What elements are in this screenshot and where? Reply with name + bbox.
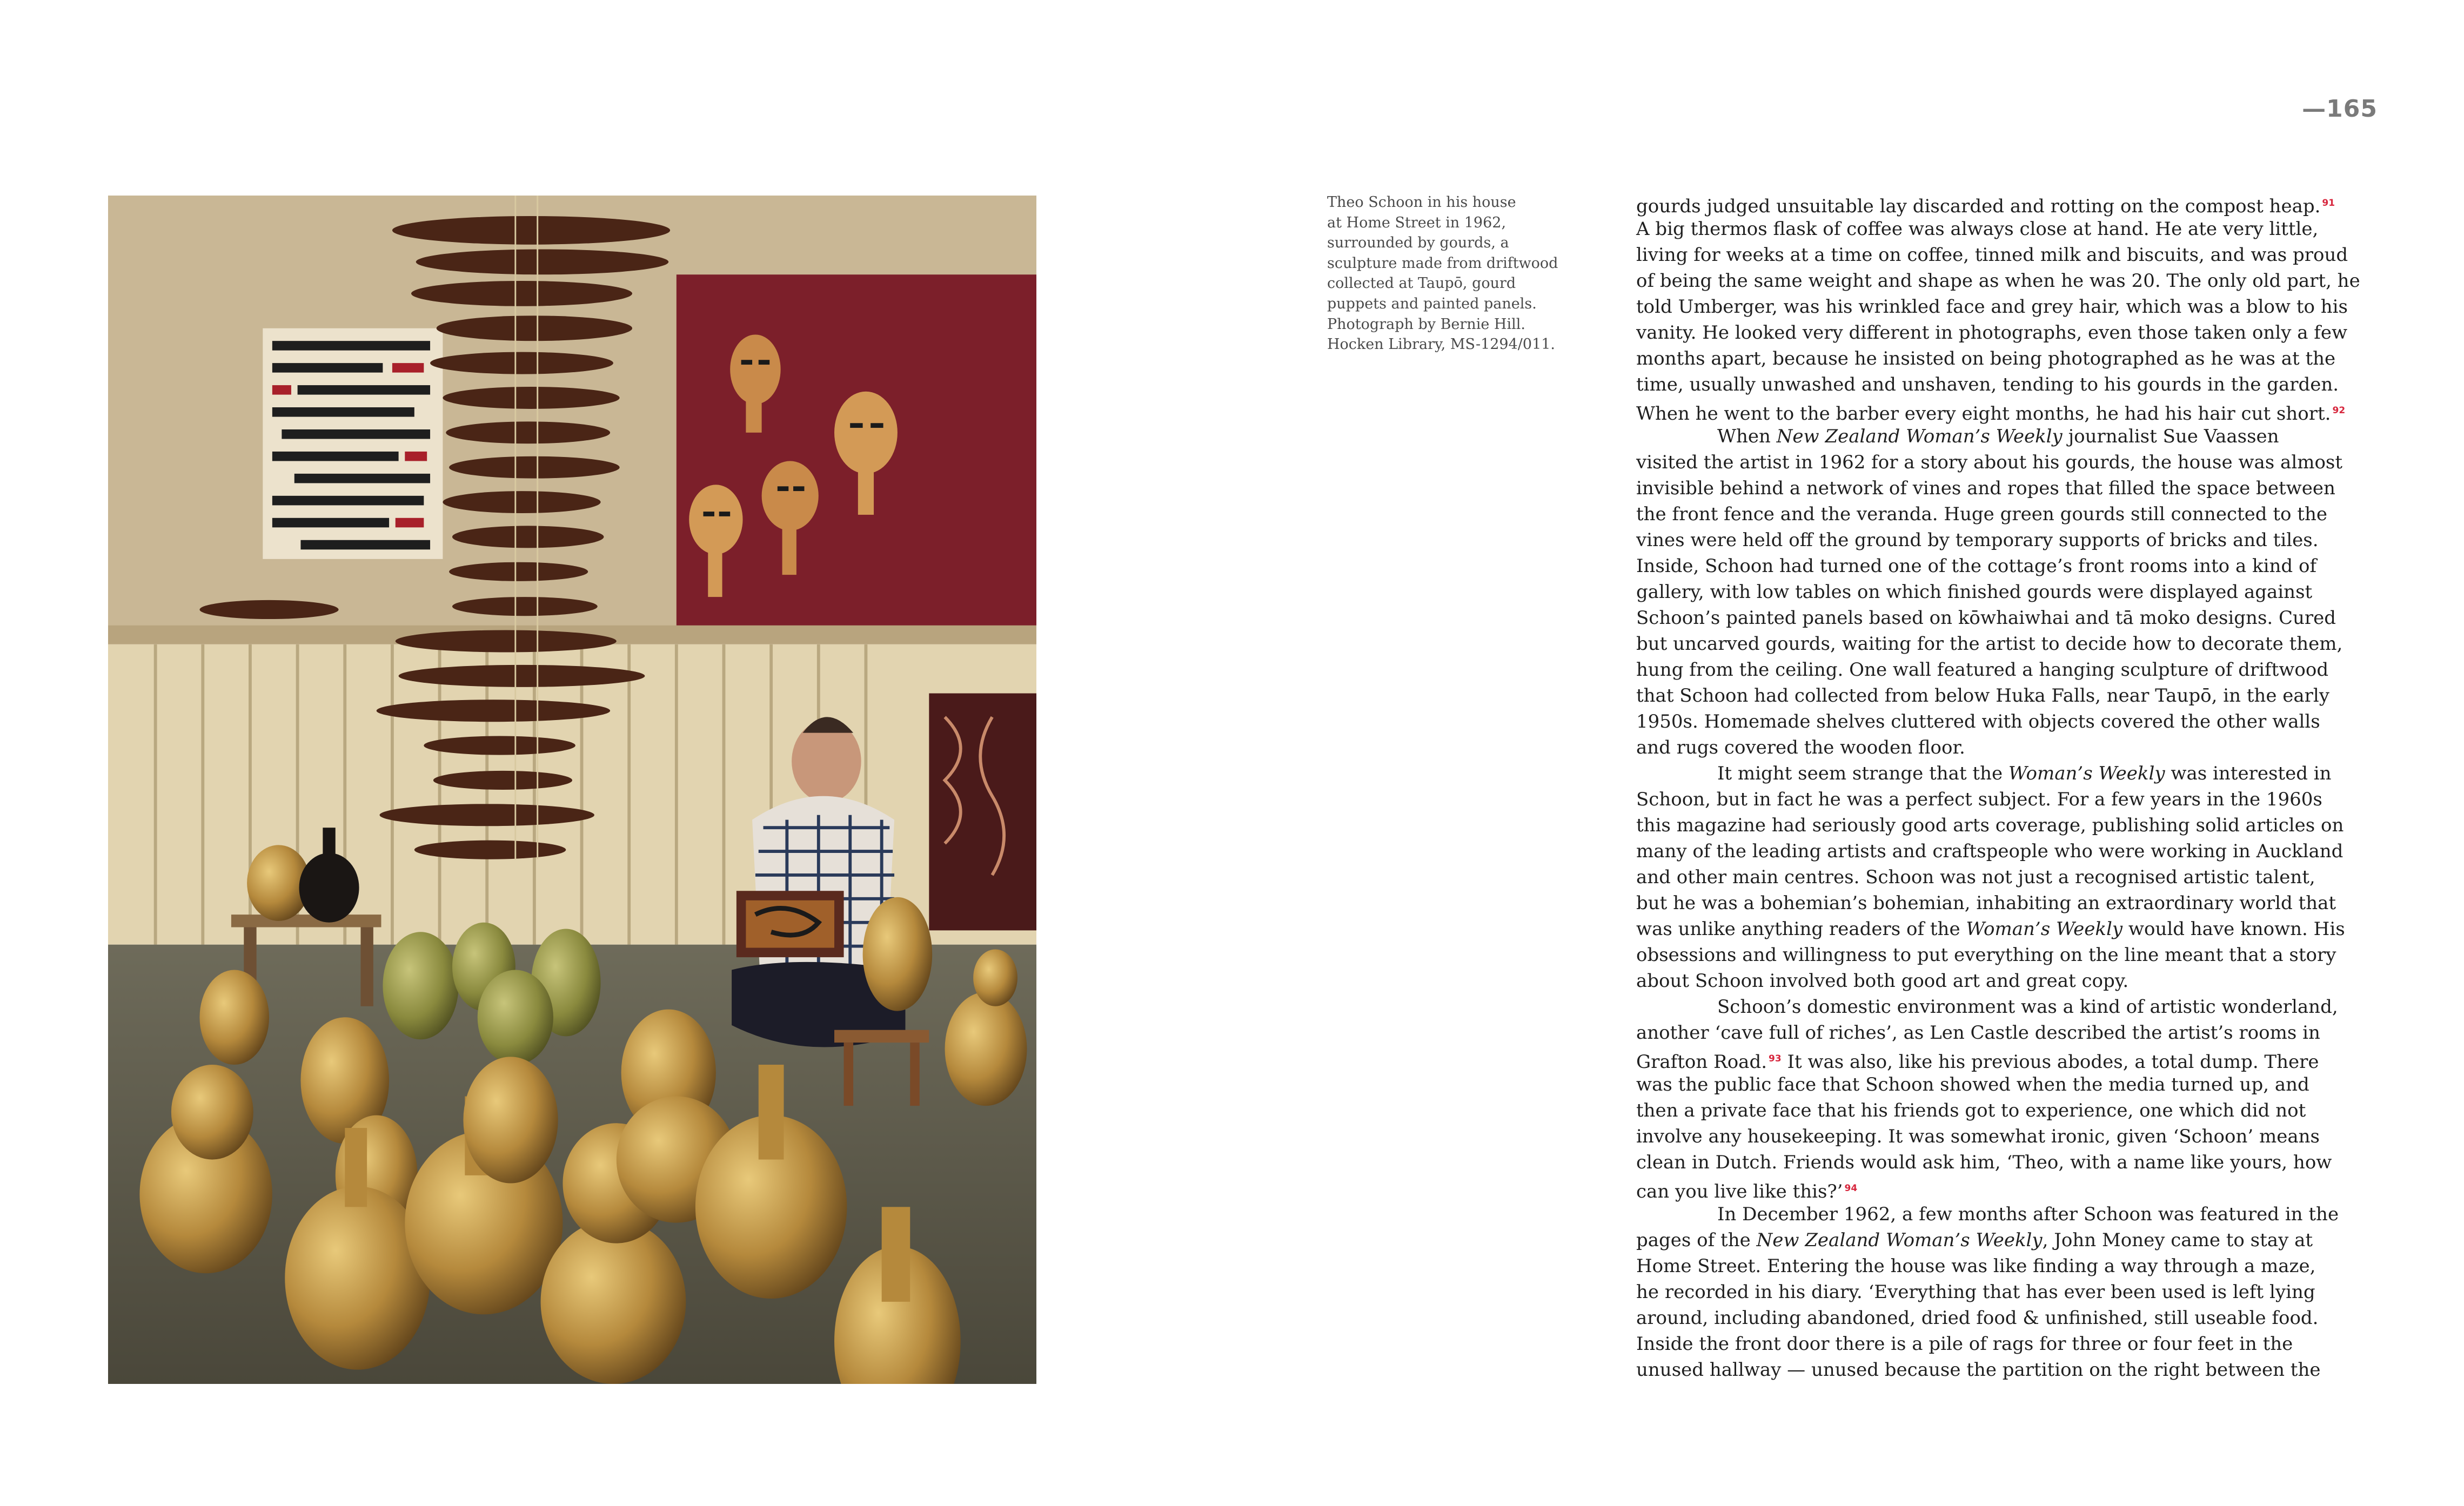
body-line xyxy=(1636,527,2376,553)
text-run: the front fence and the veranda. Huge green gourds still connected to the xyxy=(1636,503,2327,525)
caption-line: Hocken Library, MS-1294/011. xyxy=(1327,336,1556,353)
text-run: would have known. His xyxy=(2122,918,2345,940)
body-line xyxy=(1636,1072,2376,1098)
body-line xyxy=(1636,1279,2376,1305)
text-run: Schoon, but in fact he was a perfect subject. For a few years in the 1960s xyxy=(1636,789,2322,810)
text-run: hung from the ceiling. One wall featured a hanging sculpture of driftwood xyxy=(1636,659,2329,681)
text-run: can you live like this?’ xyxy=(1636,1181,1843,1202)
caption-line: surrounded by gourds, a xyxy=(1327,234,1509,252)
text-run: In December 1962, a few months after Schoon was featured in the xyxy=(1717,1204,2339,1225)
text-run: pages of the xyxy=(1636,1229,1757,1251)
body-line xyxy=(1636,1253,2376,1279)
body-line xyxy=(1636,1124,2376,1149)
footnote-ref: 93 xyxy=(1769,1053,1782,1064)
text-run: journalist Sue Vaassen xyxy=(2062,426,2279,447)
body-line xyxy=(1636,372,2376,398)
photograph-schoon-with-gourds xyxy=(108,196,1036,1384)
footnote-ref: 91 xyxy=(2322,198,2335,209)
caption-line: sculpture made from driftwood xyxy=(1327,254,1558,272)
text-run: 1950s. Homemade shelves cluttered with objects covered the other walls xyxy=(1636,711,2320,732)
text-run: many of the leading artists and craftspeople who were working in Auckland xyxy=(1636,841,2344,862)
body-line xyxy=(1636,994,2376,1020)
text-run: It was also, like his previous abodes, a total dump. There xyxy=(1781,1051,2319,1073)
body-line xyxy=(1636,449,2376,475)
text-run: Schoon’s painted panels based on kōwhaiwhai and tā moko designs. Cured xyxy=(1636,607,2336,629)
body-line xyxy=(1636,242,2376,268)
body-line xyxy=(1636,709,2376,735)
text-run: Home Street. Entering the house was like finding a way through a maze, xyxy=(1636,1255,2316,1277)
text-run: told Umberger, was his wrinkled face and grey hair, which was a blow to his xyxy=(1636,296,2348,318)
body-line xyxy=(1636,553,2376,579)
body-line xyxy=(1636,890,2376,916)
text-run: When xyxy=(1717,426,1777,447)
body-line xyxy=(1636,398,2376,423)
text-run: he recorded in his diary. ‘Everything that has ever been used is left lying xyxy=(1636,1281,2315,1303)
body-line xyxy=(1636,320,2376,346)
text-run: Inside, Schoon had turned one of the cottage’s front rooms into a kind of xyxy=(1636,555,2317,577)
body-line xyxy=(1636,216,2376,242)
italic-title: New Zealand Woman’s Weekly xyxy=(1756,1229,2043,1251)
body-line xyxy=(1636,1357,2376,1383)
text-run: of being the same weight and shape as when he was 20. The only old part, he xyxy=(1636,270,2360,292)
body-line xyxy=(1636,346,2376,372)
text-run: time, usually unwashed and unshaven, tending to his gourds in the garden. xyxy=(1636,374,2339,395)
text-run: was the public face that Schoon showed when the media turned up, and xyxy=(1636,1074,2309,1095)
body-line xyxy=(1636,1227,2376,1253)
body-line xyxy=(1636,423,2376,449)
caption-line: puppets and painted panels. xyxy=(1327,295,1537,312)
text-run: It might seem strange that the xyxy=(1717,763,2008,784)
text-run: but he was a bohemian’s bohemian, inhabiting an extraordinary world that xyxy=(1636,892,2336,914)
text-run: A big thermos flask of coffee was always close at hand. He ate very little, xyxy=(1636,218,2319,240)
article-body xyxy=(1636,190,2376,1383)
text-run: that Schoon had collected from below Huka Falls, near Taupō, in the early xyxy=(1636,685,2329,707)
body-line xyxy=(1636,294,2376,320)
italic-title: Woman’s Weekly xyxy=(1966,918,2123,940)
text-run: gourds judged unsuitable lay discarded and rotting on the compost heap. xyxy=(1636,196,2321,217)
body-line xyxy=(1636,268,2376,294)
text-run: then a private face that his friends got to experience, one which did not xyxy=(1636,1100,2306,1121)
body-line xyxy=(1636,475,2376,501)
text-run: Schoon’s domestic environment was a kind of artistic wonderland, xyxy=(1717,996,2338,1018)
body-line xyxy=(1636,190,2376,216)
text-run: When he went to the barber every eight months, he had his hair cut short. xyxy=(1636,403,2331,425)
body-line xyxy=(1636,916,2376,942)
text-run: this magazine had seriously good arts coverage, publishing solid articles on xyxy=(1636,815,2344,836)
body-line xyxy=(1636,1046,2376,1072)
body-line xyxy=(1636,761,2376,786)
italic-title: Woman’s Weekly xyxy=(2008,763,2165,784)
text-run: was unlike anything readers of the xyxy=(1636,918,1966,940)
text-run: vanity. He looked very different in photographs, even those taken only a few xyxy=(1636,322,2348,344)
caption-line: at Home Street in 1962, xyxy=(1327,214,1506,231)
text-run: and other main centres. Schoon was not just a recognised artistic talent, xyxy=(1636,866,2315,888)
body-line xyxy=(1636,1201,2376,1227)
body-line xyxy=(1636,1020,2376,1046)
text-run: involve any housekeeping. It was somewhat ironic, given ‘Schoon’ means xyxy=(1636,1126,2320,1147)
body-line xyxy=(1636,968,2376,994)
body-line xyxy=(1636,1175,2376,1201)
text-run: invisible behind a network of vines and ropes that filled the space between xyxy=(1636,478,2335,499)
text-run: Inside the front door there is a pile of rags for three or four feet in the xyxy=(1636,1333,2293,1355)
body-line xyxy=(1636,1305,2376,1331)
body-line xyxy=(1636,501,2376,527)
text-run: gallery, with low tables on which finished gourds were displayed against xyxy=(1636,581,2313,603)
text-run: living for weeks at a time on coffee, tinned milk and biscuits, and was proud xyxy=(1636,244,2348,266)
body-line xyxy=(1636,631,2376,657)
body-line xyxy=(1636,579,2376,605)
caption-line: Photograph by Bernie Hill. xyxy=(1327,315,1525,333)
text-run: months apart, because he insisted on being photographed as he was at the xyxy=(1636,348,2336,369)
body-line xyxy=(1636,605,2376,631)
text-run: and rugs covered the wooden floor. xyxy=(1636,737,1965,758)
text-run: was interested in xyxy=(2165,763,2332,784)
text-run: clean in Dutch. Friends would ask him, ‘Theo, with a name like yours, how xyxy=(1636,1152,2332,1173)
text-run: obsessions and willingness to put everything on the line meant that a story xyxy=(1636,944,2336,966)
text-run: , John Money came to stay at xyxy=(2042,1229,2313,1251)
text-run: visited the artist in 1962 for a story about his gourds, the house was almost xyxy=(1636,452,2343,473)
body-line xyxy=(1636,683,2376,709)
text-run: vines were held off the ground by temporary supports of bricks and tiles. xyxy=(1636,529,2319,551)
body-line xyxy=(1636,1098,2376,1124)
caption-line: collected at Taupō, gourd xyxy=(1327,275,1516,292)
body-line xyxy=(1636,838,2376,864)
caption-line: Theo Schoon in his house xyxy=(1327,194,1516,211)
body-line xyxy=(1636,657,2376,683)
page-number: —165 xyxy=(2302,95,2378,123)
text-run: around, including abandoned, dried food & unfinished, still useable food. xyxy=(1636,1307,2319,1329)
body-line xyxy=(1636,942,2376,968)
text-run: Grafton Road. xyxy=(1636,1051,1767,1073)
footnote-ref: 94 xyxy=(1844,1183,1858,1194)
text-run: but uncarved gourds, waiting for the artist to decide how to decorate them, xyxy=(1636,633,2343,655)
body-line xyxy=(1636,1149,2376,1175)
body-line xyxy=(1636,812,2376,838)
italic-title: New Zealand Woman’s Weekly xyxy=(1776,426,2063,447)
body-line xyxy=(1636,735,2376,761)
footnote-ref: 92 xyxy=(2332,405,2346,416)
text-run: another ‘cave full of riches’, as Len Castle described the artist’s rooms in xyxy=(1636,1022,2320,1044)
body-line xyxy=(1636,1331,2376,1357)
text-run: about Schoon involved both good art and great copy. xyxy=(1636,970,2129,992)
body-line xyxy=(1636,786,2376,812)
body-line xyxy=(1636,864,2376,890)
photo-caption xyxy=(1327,192,1581,355)
text-run: unused hallway — unused because the partition on the right between the xyxy=(1636,1359,2321,1381)
